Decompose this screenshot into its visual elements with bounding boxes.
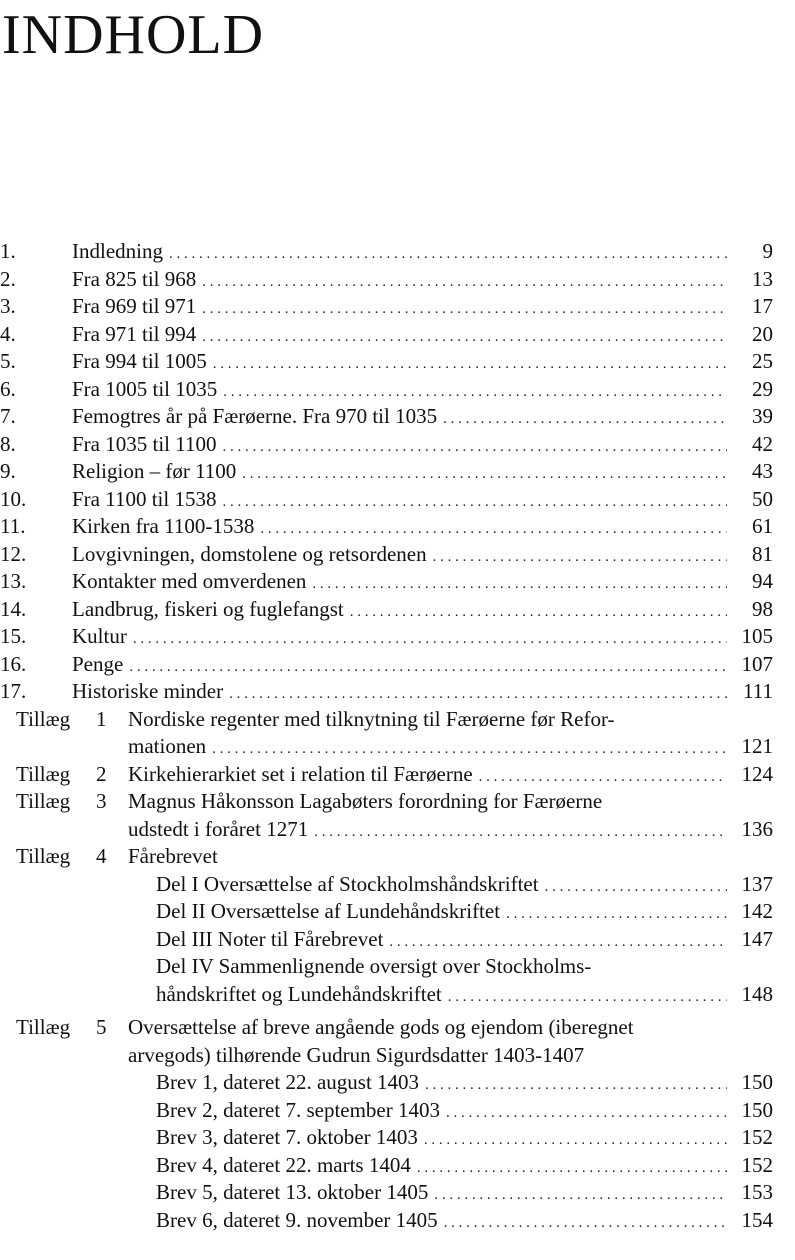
toc-subentry[interactable] xyxy=(0,1152,795,1180)
dot-leader xyxy=(545,874,727,902)
chapter-title: Fra 1100 til 1538 xyxy=(72,486,222,514)
toc-entry[interactable] xyxy=(0,293,795,321)
page-number: 98 xyxy=(752,596,773,621)
chapter-number: 4. xyxy=(0,321,16,346)
toc-entry[interactable] xyxy=(0,348,795,376)
page-number: 147 xyxy=(741,926,773,951)
dot-leader xyxy=(202,269,727,297)
dot-leader xyxy=(260,516,727,544)
page-number: 105 xyxy=(741,624,773,648)
toc-entry-appendix[interactable] xyxy=(0,706,795,761)
page-number: 107 xyxy=(741,651,773,676)
appendix-title-line: Nordiske regenter med tilknytning til Færøerne før Refor- xyxy=(128,706,615,731)
page-number: 42 xyxy=(752,431,773,456)
toc-entry[interactable] xyxy=(0,541,795,569)
toc-entry[interactable] xyxy=(0,458,795,486)
chapter-title: Landbrug, fiskeri og fuglefangst xyxy=(72,596,350,624)
toc-subentry[interactable] xyxy=(0,953,795,1008)
page-number: 17 xyxy=(752,294,773,318)
toc-entry[interactable] xyxy=(0,238,795,266)
table-of-contents xyxy=(0,238,795,1234)
page-number: 137 xyxy=(741,871,773,896)
dot-leader xyxy=(229,681,727,709)
chapter-number: 17. xyxy=(0,679,27,703)
page-number: 148 xyxy=(741,981,773,1006)
dot-leader xyxy=(133,626,727,654)
page-number: 121 xyxy=(741,734,773,758)
toc-subentry[interactable] xyxy=(0,1207,795,1235)
appendix-number: 3 xyxy=(96,789,107,813)
chapter-number: 6. xyxy=(0,376,16,401)
toc-entry[interactable] xyxy=(0,678,795,706)
dot-leader xyxy=(389,929,727,957)
dot-leader xyxy=(424,1127,727,1155)
page-number: 94 xyxy=(752,569,773,593)
page-number: 61 xyxy=(752,514,773,538)
appendix-title-line: Magnus Håkonsson Lagabøters forordning for Færøerne xyxy=(128,789,603,813)
chapter-title: Fra 971 til 994 xyxy=(72,321,202,349)
dot-leader xyxy=(417,1155,727,1183)
toc-subentry[interactable] xyxy=(0,871,795,899)
chapter-number: 2. xyxy=(0,266,16,291)
subentry-title: Brev 3, dateret 7. oktober 1403 xyxy=(156,1124,424,1152)
chapter-number: 12. xyxy=(0,541,27,566)
appendix-label: Tillæg xyxy=(16,789,71,813)
page-number: 13 xyxy=(752,266,773,291)
page-number: 50 xyxy=(752,486,773,511)
subentry-title: Brev 2, dateret 7. september 1403 xyxy=(156,1097,446,1125)
dot-leader xyxy=(213,351,727,379)
chapter-number: 8. xyxy=(0,431,16,456)
subentry-title: Brev 4, dateret 22. marts 1404 xyxy=(156,1152,417,1180)
page-number: 152 xyxy=(741,1152,773,1177)
toc-entry[interactable] xyxy=(0,651,795,679)
dot-leader xyxy=(350,599,727,627)
toc-subentry[interactable] xyxy=(0,1097,795,1125)
appendix-title-line: mationen xyxy=(128,733,212,761)
page-number: 153 xyxy=(741,1180,773,1204)
dot-leader xyxy=(212,736,727,764)
toc-subentry[interactable] xyxy=(0,1069,795,1097)
page-number: 142 xyxy=(741,899,773,923)
chapter-number: 9. xyxy=(0,459,16,483)
page-title: INDHOLD xyxy=(2,4,265,66)
chapter-title: Fra 994 til 1005 xyxy=(72,348,213,376)
page-number: 39 xyxy=(752,404,773,428)
toc-subentry[interactable] xyxy=(0,1124,795,1152)
page-number: 150 xyxy=(741,1097,773,1122)
appendix-number: 1 xyxy=(96,706,107,731)
toc-subentry[interactable] xyxy=(0,1179,795,1207)
toc-entry[interactable] xyxy=(0,266,795,294)
chapter-number: 11. xyxy=(0,514,26,538)
page-number: 152 xyxy=(741,1125,773,1149)
subentry-title: Del I Oversættelse af Stockholmshåndskriftet xyxy=(156,871,545,899)
appendix-label: Tillæg xyxy=(16,706,71,731)
appendix-title-line: arvegods) tilhørende Gudrun Sigurdsdatter 1403-1407 xyxy=(128,1042,585,1067)
appendix-title: Fårebrevet xyxy=(128,844,218,868)
appendix-title-line: udstedt i foråret 1271 xyxy=(128,816,314,844)
toc-entry[interactable] xyxy=(0,568,795,596)
subentry-title-line: Del IV Sammenlignende oversigt over Stockholms- xyxy=(156,954,592,978)
page-number: 111 xyxy=(743,679,773,703)
appendix-title: Kirkehierarkiet set i relation til Færøerne xyxy=(128,761,479,789)
page-number: 81 xyxy=(752,541,773,566)
dot-leader xyxy=(223,379,727,407)
dot-leader xyxy=(129,654,727,682)
chapter-title: Indledning xyxy=(72,238,169,266)
chapter-title: Lovgivningen, domstolene og retsordenen xyxy=(72,541,433,569)
chapter-number: 16. xyxy=(0,651,27,676)
page-number: 136 xyxy=(741,816,773,841)
chapter-number: 1. xyxy=(0,239,16,263)
chapter-title: Fra 1035 til 1100 xyxy=(72,431,222,459)
dot-leader xyxy=(202,296,727,324)
subentry-title: Del II Oversættelse af Lundehåndskriftet xyxy=(156,898,506,926)
dot-leader xyxy=(314,819,727,847)
page-number: 124 xyxy=(741,761,773,786)
page-number: 25 xyxy=(752,349,773,373)
page-number: 29 xyxy=(752,376,773,401)
chapter-title: Historiske minder xyxy=(72,678,229,706)
toc-subentry[interactable] xyxy=(0,898,795,926)
appendix-title-line: Oversættelse af breve angående gods og ejendom (iberegnet xyxy=(128,1015,634,1039)
chapter-number: 13. xyxy=(0,569,27,593)
toc-entry[interactable] xyxy=(0,623,795,651)
dot-leader xyxy=(448,984,727,1012)
toc-entry-appendix[interactable] xyxy=(0,761,795,789)
page-number: 9 xyxy=(762,239,773,263)
chapter-number: 10. xyxy=(0,486,27,511)
chapter-title: Kultur xyxy=(72,623,133,651)
appendix-label: Tillæg xyxy=(16,1015,71,1039)
chapter-number: 14. xyxy=(0,596,27,621)
toc-entry-appendix[interactable] xyxy=(0,788,795,843)
toc-entry[interactable] xyxy=(0,596,795,624)
dot-leader xyxy=(222,434,727,462)
chapter-title: Femogtres år på Færøerne. Fra 970 til 1035 xyxy=(72,403,443,431)
page-number: 20 xyxy=(752,321,773,346)
chapter-title: Fra 825 til 968 xyxy=(72,266,202,294)
toc-entry[interactable] xyxy=(0,321,795,349)
subentry-title: Del III Noter til Fårebrevet xyxy=(156,926,389,954)
toc-entry[interactable] xyxy=(0,376,795,404)
toc-entry[interactable] xyxy=(0,486,795,514)
page-number: 43 xyxy=(752,459,773,483)
appendix-label: Tillæg xyxy=(16,761,71,786)
dot-leader xyxy=(202,324,727,352)
appendix-number: 5 xyxy=(96,1015,107,1039)
chapter-title: Religion – før 1100 xyxy=(72,458,242,486)
dot-leader xyxy=(242,461,727,489)
appendix-number: 2 xyxy=(96,761,107,786)
page-number: 150 xyxy=(741,1070,773,1094)
chapter-title: Fra 969 til 971 xyxy=(72,293,202,321)
toc-entry-appendix[interactable] xyxy=(0,843,795,871)
dot-leader xyxy=(434,1182,727,1210)
toc-entry[interactable] xyxy=(0,513,795,541)
dot-leader xyxy=(444,1210,727,1238)
chapter-number: 15. xyxy=(0,624,27,648)
chapter-title: Kirken fra 1100-1538 xyxy=(72,513,260,541)
chapter-title: Penge xyxy=(72,651,129,679)
toc-subentry[interactable] xyxy=(0,926,795,954)
dot-leader xyxy=(446,1100,727,1128)
toc-entry-appendix[interactable] xyxy=(0,1008,795,1067)
dot-leader xyxy=(443,406,727,434)
dot-leader xyxy=(479,764,727,792)
page-number: 154 xyxy=(741,1207,773,1232)
subentry-title-line: håndskriftet og Lundehåndskriftet xyxy=(156,981,448,1009)
dot-leader xyxy=(169,241,727,269)
subentry-title: Brev 5, dateret 13. oktober 1405 xyxy=(156,1179,434,1207)
toc-entry[interactable] xyxy=(0,431,795,459)
appendix-label: Tillæg xyxy=(16,844,71,868)
chapter-title: Fra 1005 til 1035 xyxy=(72,376,223,404)
appendix-number: 4 xyxy=(96,844,107,868)
toc-entry[interactable] xyxy=(0,403,795,431)
dot-leader xyxy=(506,901,727,929)
subentry-title: Brev 1, dateret 22. august 1403 xyxy=(156,1069,425,1097)
dot-leader xyxy=(433,544,727,572)
dot-leader xyxy=(222,489,727,517)
chapter-number: 3. xyxy=(0,294,16,318)
chapter-title: Kontakter med omverdenen xyxy=(72,568,312,596)
dot-leader xyxy=(425,1072,727,1100)
chapter-number: 7. xyxy=(0,404,16,428)
dot-leader xyxy=(312,571,727,599)
subentry-title: Brev 6, dateret 9. november 1405 xyxy=(156,1207,444,1235)
chapter-number: 5. xyxy=(0,349,16,373)
